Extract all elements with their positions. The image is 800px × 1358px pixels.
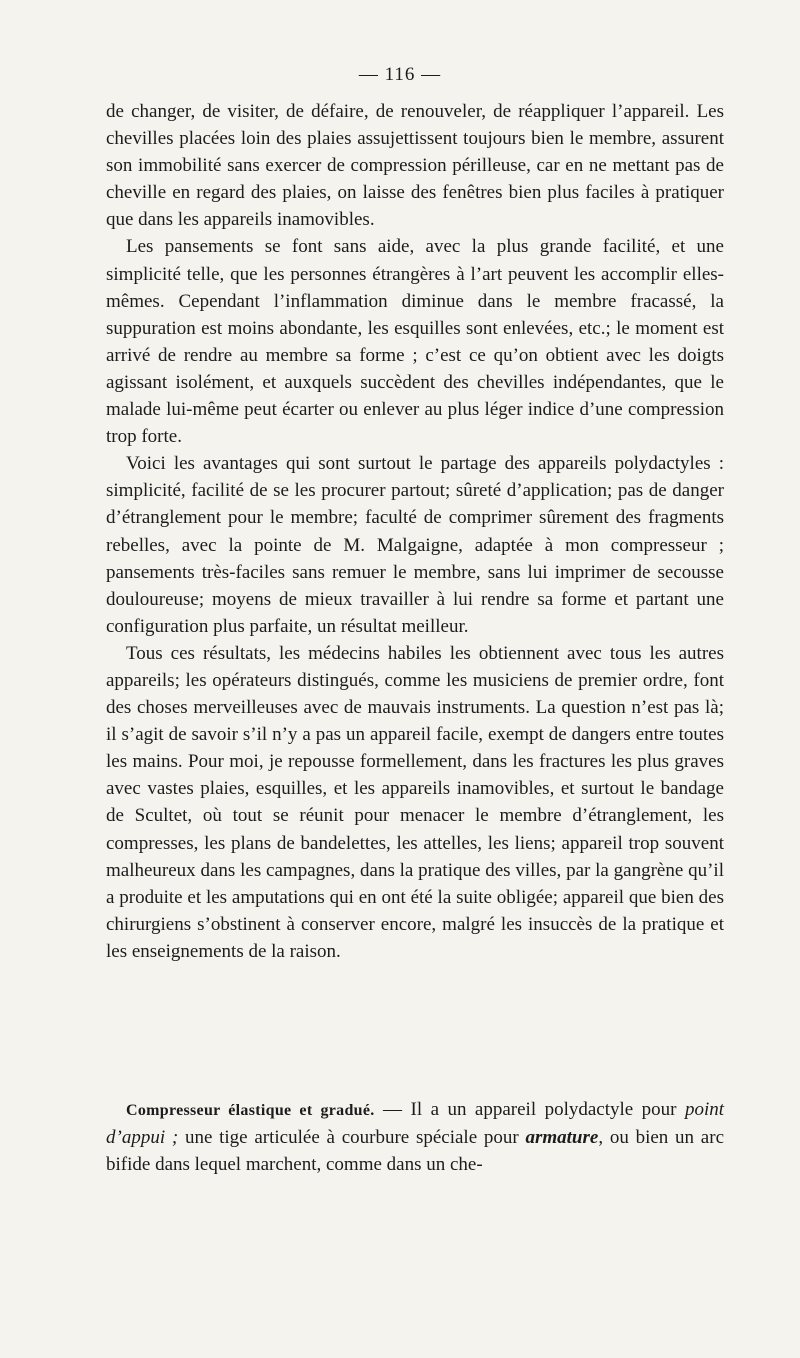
section-italic-1: point d’appui ; <box>106 1099 725 1149</box>
paragraph-1: de changer, de visiter, de défaire, de renouveler, de réappliquer l’appareil. Les chevilles placées loin des plaies assujettissent toujours bien le membre, assurent son immobilité sans exercer de compression périlleuse, car en ne mettant pas de cheville en regard des plaies, on laisse des fenêtres bien plus faciles à pratiquer que dans les appareils inamovibles. <box>106 101 724 231</box>
section-bold-italic-1: armature <box>525 1127 599 1149</box>
section-text-1: — Il a un appareil polydactyle pour <box>374 1099 685 1120</box>
page-number: — 116 — <box>358 64 442 85</box>
paragraph-2: Les pansements se font sans aide, avec la plus grande facilité, et une simplicité telle, que les personnes étrangères à l’art peuvent les accomplir elles-mêmes. Cependant l’inflammation diminue dans le membre fracassé, la suppuration est moins abondante, les esquilles sont enlevées, etc.; le moment est arrivé de rendre au membre sa forme ; c’est ce qu’on obtient avec les doigts agissant isolément, et auxquels succèdent des chevilles indépendantes, que le malade lui-même peut écarter ou enlever au plus léger indice d’une compression trop forte. <box>106 236 724 448</box>
body-text <box>106 98 724 965</box>
section-text-2: une tige articulée à courbure spéciale pour <box>178 1127 526 1149</box>
paragraph-4: Tous ces résultats, les médecins habiles les obtiennent avec tous les autres appareils; les opérateurs distingués, comme les musiciens de premier ordre, font des choses merveilleuses avec de mauvais instruments. La question n’est pas là; il s’agit de savoir s’il n’y a pas un appareil facile, exempt de dangers entre toutes les mains. Pour moi, je repousse formellement, dans les fractures les plus graves avec vastes plaies, esquilles, et les appareils inamovibles, et surtout le bandage de Scultet, où tout se réunit pour menacer le membre d’étranglement, les compresses, les plans de bandelettes, les attelles, les liens; appareil trop souvent malheureux dans les campagnes, dans la pratique des villes, par la gangrène qu’il a produite et les amputations qui en ont été la suite obligée; appareil que bien des chirurgiens s’obstinent à conserver encore, malgré les insuccès de la pratique et les enseignements de la raison. <box>106 642 724 962</box>
section-heading: Compresseur élastique et gradué. <box>126 1102 375 1119</box>
section-compresseur <box>106 1096 724 1178</box>
paragraph-3: Voici les avantages qui sont surtout le partage des appareils polydactyles : simplicité, facilité de se les procurer partout; sûreté d’application; pas de danger d’étranglement pour le membre; faculté de comprimer sûrement des fragments rebelles, avec la pointe de M. Malgaigne, adaptée à mon compresseur ; pansements très-faciles sans remuer le membre, sans lui imprimer de secousse douloureuse; moyens de mieux travailler à lui rendre sa forme et partant une configuration plus parfaite, un résultat meilleur. <box>106 453 724 637</box>
section-text-3: , ou bien un arc bifide dans lequel marchent, comme dans un che- <box>106 1127 724 1176</box>
